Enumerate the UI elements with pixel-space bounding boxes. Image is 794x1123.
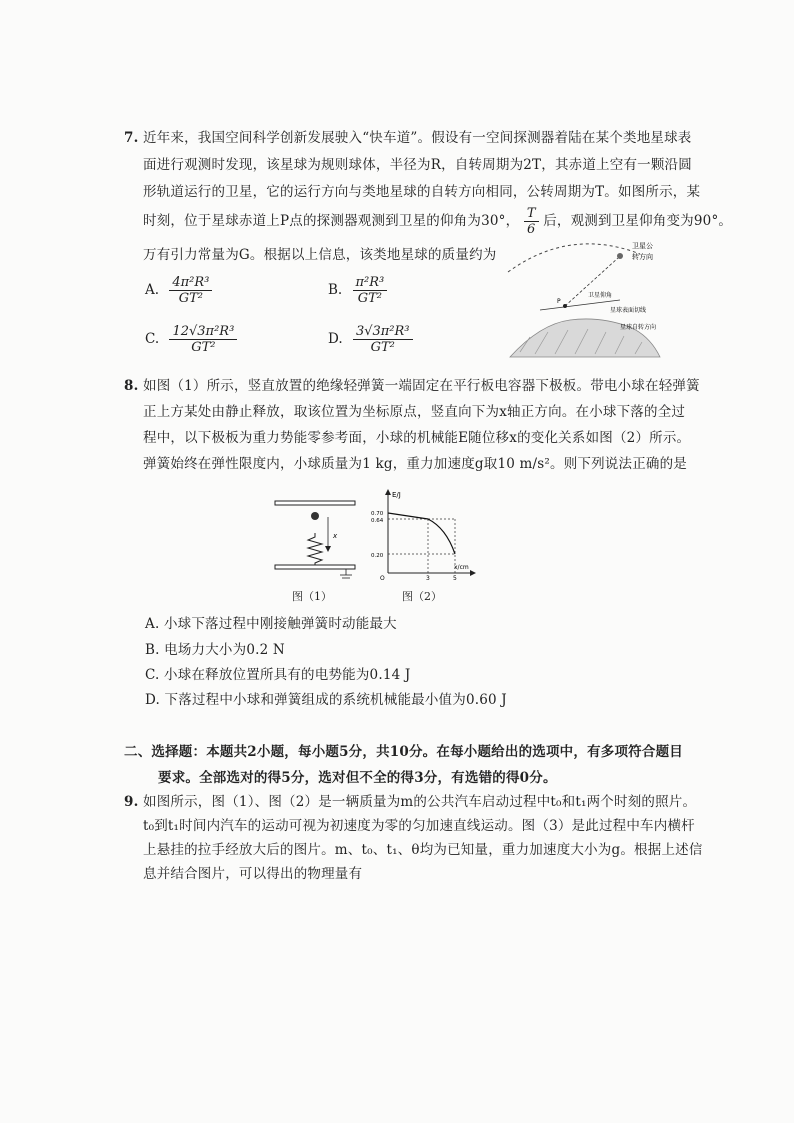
q8-option-c (145, 663, 411, 683)
x-axis-arrow (470, 570, 476, 576)
option-label: B. (145, 642, 160, 658)
x-arrow-head (325, 546, 331, 552)
q7-line-3: 形轨道运行的卫星，它的运行方向与类地星球的自转方向相同，公转周期为T。如图所示，某 (143, 184, 701, 200)
q8-line-4: 弹簧始终在弹性限度内，小球质量为1 kg，重力加速度g取10 m/s²。则下列说法正确的是 (143, 456, 688, 472)
section-2-instructions: 要求。全部选对的得5分，选对但不全的得3分，有选错的得0分。 (158, 770, 557, 786)
q9-line-3: 上悬挂的拉手经放大后的图片。m、t₀、t₁、θ均为已知量，重力加速度大小为g。根据上述信 (143, 842, 703, 858)
frac-num: π²R³ (353, 275, 388, 291)
option-label: B. (328, 282, 343, 298)
option-frac (353, 275, 388, 306)
q7-line-5: 万有引力常量为G。根据以上信息，该类地星球的质量约为 (143, 247, 497, 263)
q7-option-d (328, 324, 413, 355)
ytick-070: 0.70 (371, 511, 384, 517)
frac-num: T (524, 206, 539, 222)
q9-number: 9. (124, 794, 139, 810)
frac-num: 12√3π²R³ (169, 324, 237, 340)
upper-plate (275, 501, 355, 505)
point-p (563, 304, 567, 308)
q8-energy-graph (368, 488, 478, 588)
q8-option-a (145, 612, 397, 632)
frac-den: GT² (370, 340, 395, 355)
fig1-caption: 图（1） (292, 590, 332, 603)
q7-number: 7. (124, 130, 139, 146)
xtick-5: 5 (453, 575, 457, 582)
option-frac (169, 275, 212, 306)
option-label: C. (145, 667, 160, 683)
label-elevation: 卫星仰角 (588, 292, 613, 299)
q8-line-2: 正上方某处由静止释放，取该位置为坐标原点，竖直向下为x轴正方向。在小球下落的全过 (143, 404, 686, 420)
label-rotation: 星球自转方向 (620, 324, 657, 331)
q7-text-1: 近年来，我国空间科学创新发展驶入“快车道”。假设有一空间探测器着陆在某个类地星球表 (143, 130, 692, 146)
q8-figure-1 (270, 495, 370, 585)
q9-line-1 (124, 790, 696, 810)
q7-line-2: 面进行观测时发现，该星球为规则球体，半径为R，自转周期为2T，其赤道上空有一颗沿圆 (143, 157, 692, 173)
frac-num: 4π²R³ (169, 275, 212, 291)
option-label: D. (328, 331, 343, 347)
q7-text-4b: 后，观测到卫星仰角变为90°。 (543, 213, 733, 229)
label-orbit-2: 转方向 (632, 253, 653, 261)
q9-line-2: t₀到t₁时间内汽车的运动可视为初速度为零的匀加速直线运动。图（3）是此过程中车内横杆 (143, 818, 695, 834)
xtick-3: 3 (426, 575, 430, 582)
frac-den: GT² (357, 291, 383, 306)
option-label: D. (145, 692, 161, 708)
option-text: 电场力大小为0.2 N (164, 642, 285, 658)
y-axis-label: E/J (392, 491, 401, 499)
q7-option-a (145, 275, 212, 306)
option-label: A. (145, 282, 160, 298)
spring-icon (308, 533, 322, 565)
y-axis-arrow (385, 489, 391, 495)
q8-line-3: 程中，以下极板为重力势能零参考面，小球的机械能E随位移x的变化关系如图（2）所示。 (143, 430, 691, 446)
x-axis-label: x/cm (454, 564, 469, 571)
q7-option-b (328, 275, 387, 306)
label-tangent: 星球表面切线 (610, 307, 647, 314)
q9-text-1: 如图所示，图（1）、图（2）是一辆质量为m的公共汽车启动过程中t₀和t₁两个时刻的照片。 (143, 794, 697, 810)
frac-num: 3√3π²R³ (353, 324, 413, 340)
q8-line-1 (124, 374, 700, 394)
q8-option-d (145, 688, 507, 708)
q7-figure (500, 232, 680, 362)
option-text: 下落过程中小球和弹簧组成的系统机械能最小值为0.60 J (164, 692, 507, 708)
q8-number: 8. (124, 378, 139, 394)
label-orbit: 卫星公 (632, 242, 653, 250)
option-frac (169, 324, 237, 355)
ytick-064: 0.64 (371, 518, 384, 524)
q8-text-1: 如图（1）所示，竖直放置的绝缘轻弹簧一端固定在平行板电容器下极板。带电小球在轻弹簧 (143, 378, 700, 394)
frac-den: GT² (191, 340, 216, 355)
frac-den: 6 (527, 222, 536, 237)
q7-line-1 (124, 126, 692, 146)
x-label: x (333, 532, 338, 540)
option-text: 小球下落过程中刚接触弹簧时动能最大 (163, 616, 397, 632)
ball-icon (311, 512, 319, 520)
origin-label: O (380, 575, 385, 582)
label-p: P (557, 298, 561, 305)
option-label: A. (145, 616, 160, 632)
q7-option-c (145, 324, 237, 355)
option-frac (353, 324, 413, 355)
q7-text-4a: 时刻，位于星球赤道上P点的探测器观测到卫星的仰角为30°， (143, 213, 520, 229)
satellite-icon (617, 253, 623, 259)
option-label: C. (145, 331, 160, 347)
frac-den: GT² (178, 291, 203, 306)
section-2-heading: 二、选择题：本题共2小题，每小题5分，共10分。在每小题给出的选项中，有多项符合题目 (124, 744, 683, 760)
fig2-caption: 图（2） (402, 590, 442, 603)
tangent-line (540, 300, 620, 310)
q8-option-b (145, 638, 285, 658)
ytick-020: 0.20 (371, 553, 384, 559)
lower-plate (275, 565, 355, 569)
q9-line-4: 息并结合图片，可以得出的物理量有 (143, 866, 363, 882)
option-text: 小球在释放位置所具有的电势能为0.14 J (164, 667, 411, 683)
